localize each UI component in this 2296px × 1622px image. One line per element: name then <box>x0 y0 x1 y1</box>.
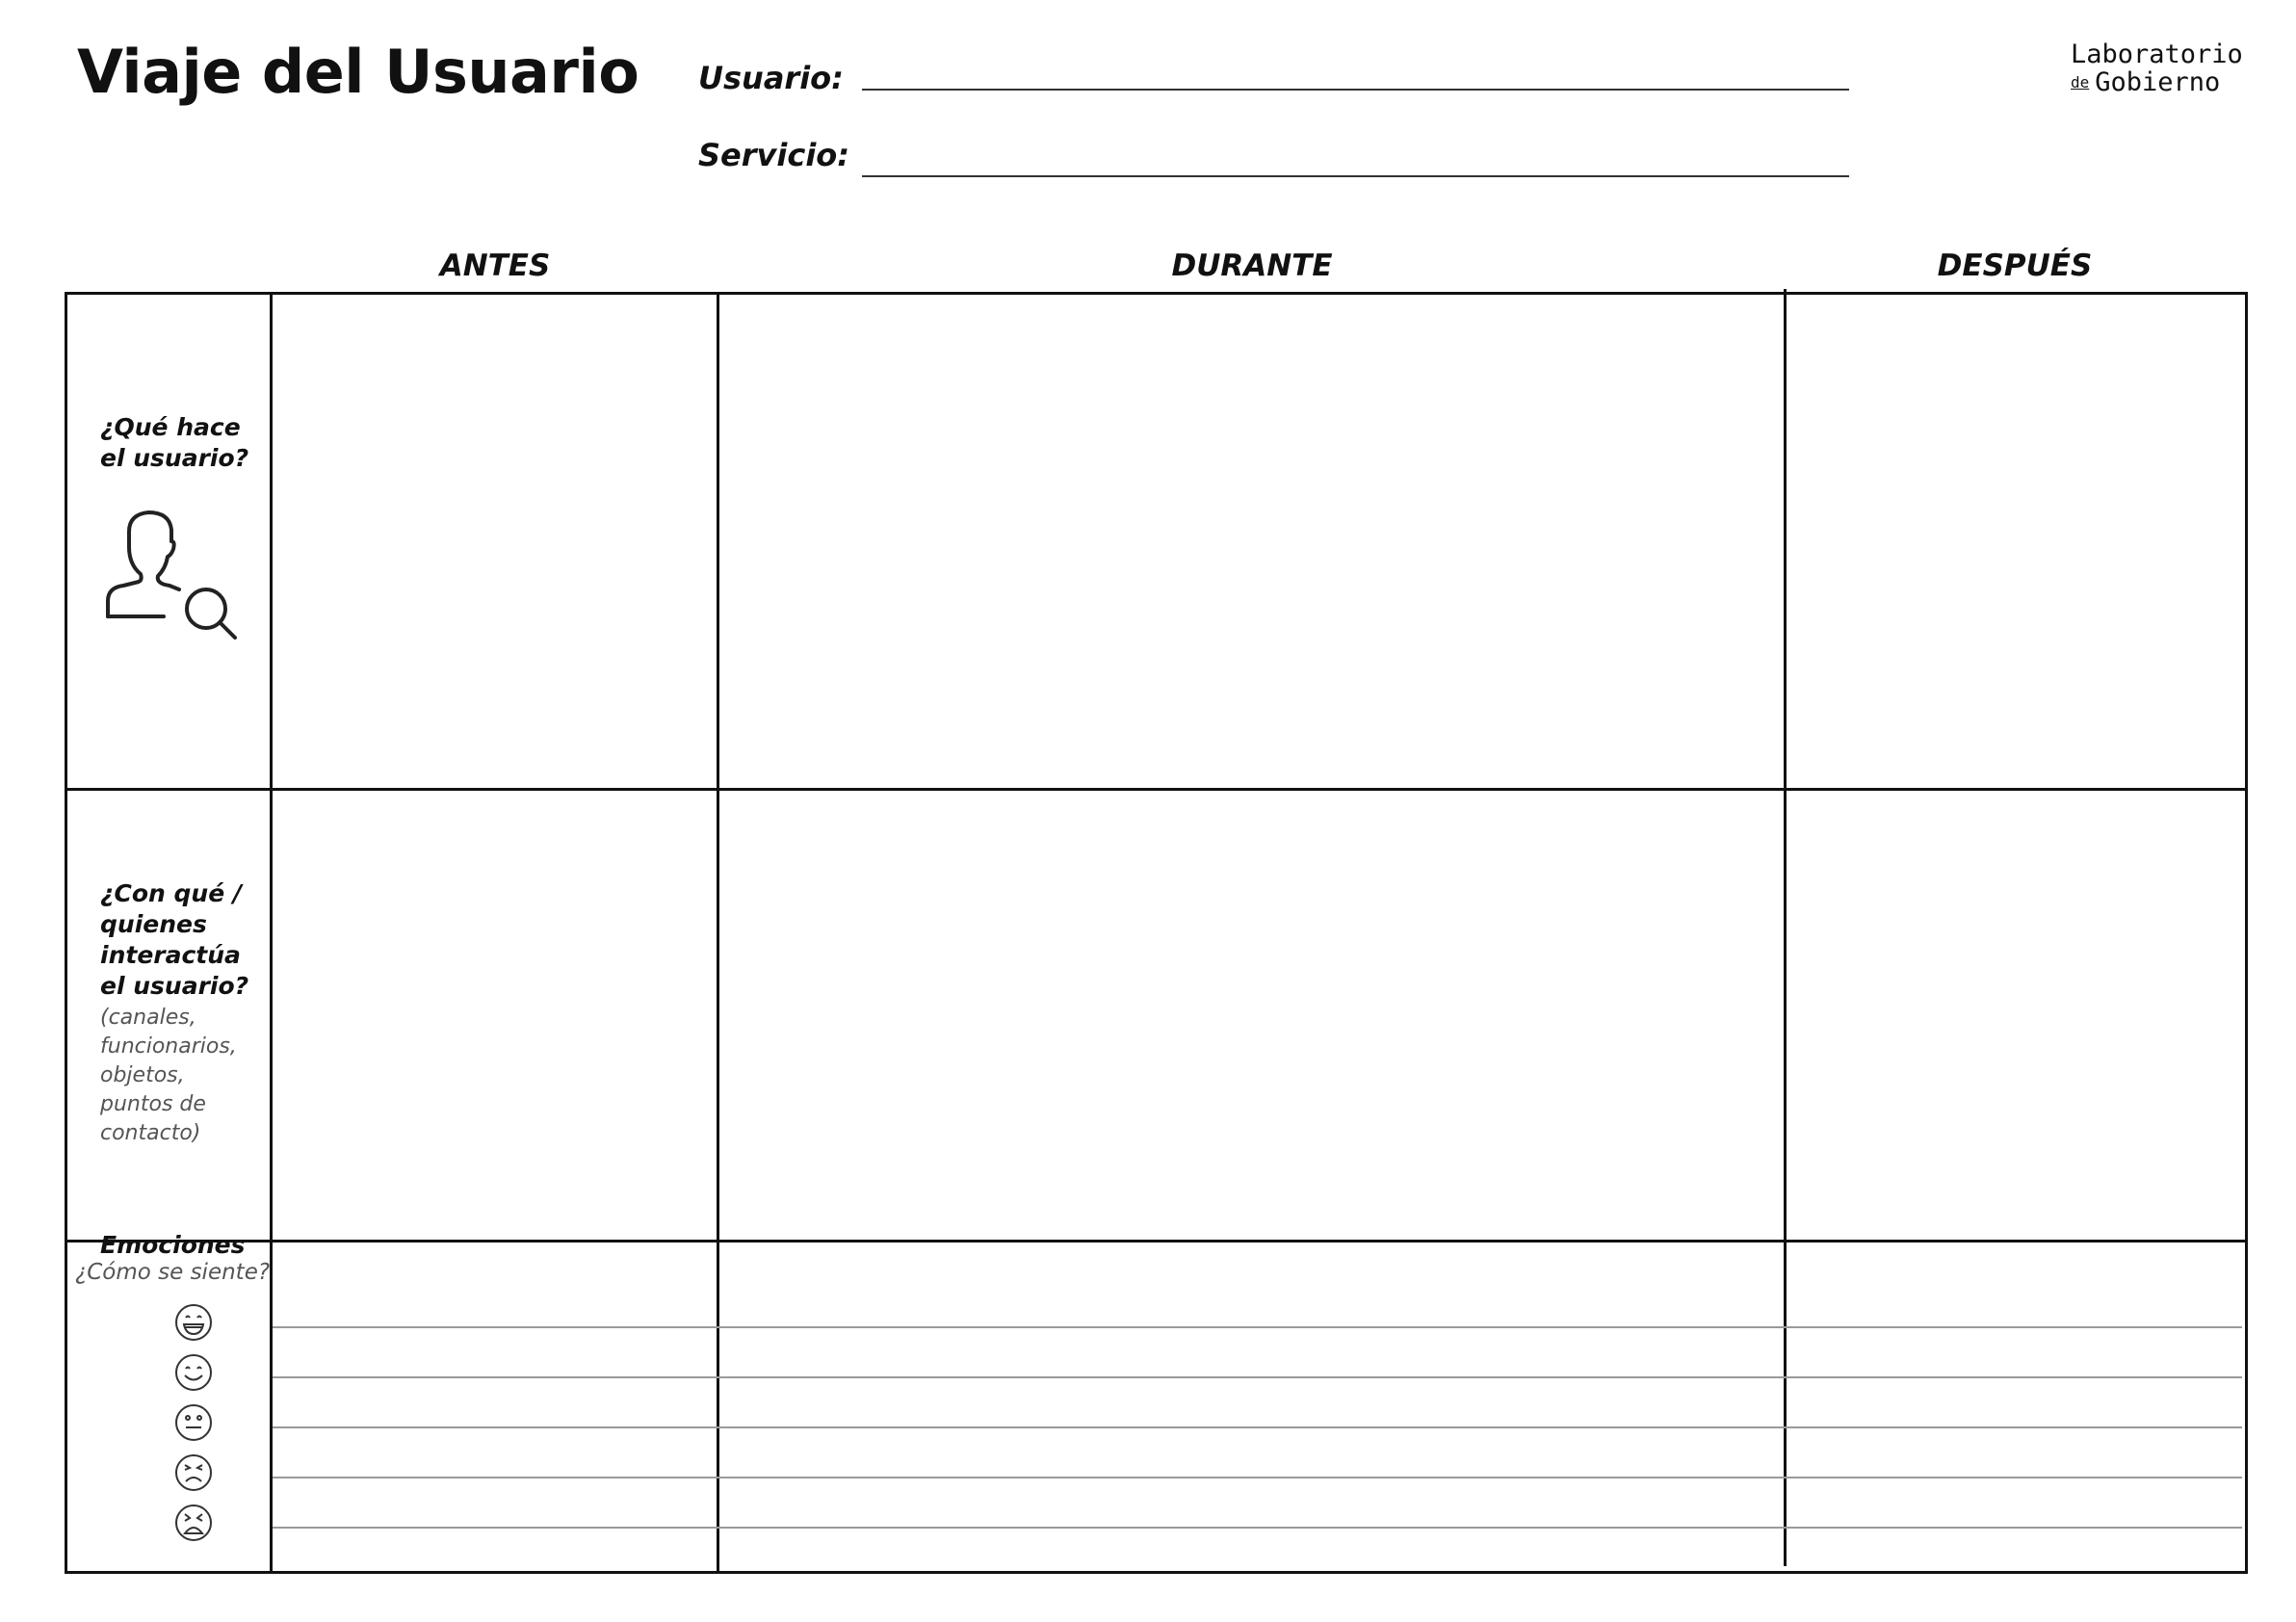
row-divider-2 <box>65 1240 2245 1243</box>
row-sub-line: puntos de <box>100 1092 206 1116</box>
emotion-scale-line <box>273 1527 2242 1529</box>
row-label-interactions-line: quienes <box>100 910 207 938</box>
row-divider-1 <box>65 788 2245 791</box>
row-sub-line: objetos, <box>100 1063 185 1087</box>
row-sub-emotions: ¿Cómo se siente? <box>75 1260 271 1285</box>
sad-face-icon <box>173 1452 214 1493</box>
row-sub-interactions <box>100 1004 237 1148</box>
row-sub-line: funcionarios, <box>100 1034 237 1059</box>
journey-grid <box>65 292 2248 1574</box>
row-label-actions-line2: el usuario? <box>100 444 249 472</box>
servicio-label: Servicio: <box>698 137 850 173</box>
emotion-scale-line <box>273 1376 2242 1378</box>
user-search-icon <box>100 509 245 643</box>
column-header-antes: ANTES <box>439 249 551 283</box>
neutral-face-icon <box>173 1402 214 1443</box>
logo-line-1: Laboratorio <box>2071 39 2243 69</box>
very-happy-face-icon <box>173 1302 214 1343</box>
row-sub-line: contacto) <box>100 1121 201 1145</box>
row-label-emotions: Emociones <box>100 1231 246 1259</box>
row-label-actions <box>100 412 248 474</box>
row-label-interactions-line: interactúa <box>100 941 241 969</box>
emotion-scale-line <box>273 1326 2242 1328</box>
column-header-durante: DURANTE <box>1171 249 1333 283</box>
page-title: Viaje del Usuario <box>77 37 639 107</box>
usuario-label: Usuario: <box>698 60 844 96</box>
column-divider-antes <box>717 292 719 1571</box>
column-divider-label <box>270 292 273 1571</box>
emotion-scale-line <box>273 1477 2242 1478</box>
logo-line-2: Gobierno <box>2095 67 2221 97</box>
row-label-interactions-line: el usuario? <box>100 972 249 1000</box>
column-divider-durante <box>1784 289 1787 1566</box>
usuario-field[interactable] <box>862 89 1849 91</box>
servicio-field[interactable] <box>862 175 1849 177</box>
happy-face-icon <box>173 1352 214 1393</box>
row-label-actions-line1: ¿Qué hace <box>100 413 241 441</box>
row-sub-line: (canales, <box>100 1006 196 1030</box>
column-header-despues: DESPUÉS <box>1937 249 2093 283</box>
row-label-interactions <box>100 878 248 1002</box>
very-sad-face-icon <box>173 1503 214 1543</box>
logo-de: de <box>2071 73 2090 92</box>
emotion-scale-line <box>273 1426 2242 1428</box>
row-label-interactions-line: ¿Con qué / <box>100 879 243 907</box>
logo <box>2071 40 2243 96</box>
